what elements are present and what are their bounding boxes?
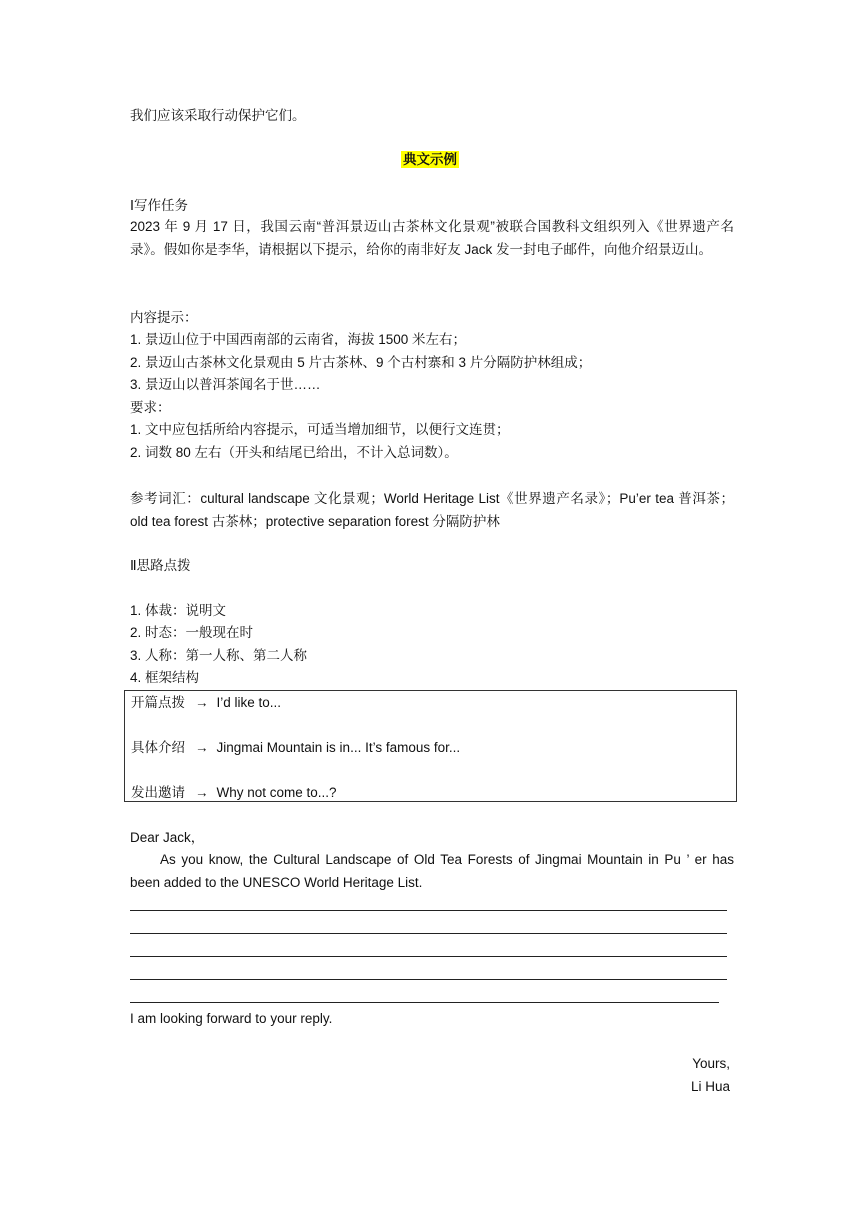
- letter-signoff: Yours,: [692, 1056, 730, 1071]
- guide-heading: Ⅱ思路点拨: [130, 558, 191, 573]
- guide-item: 4. 框架结构: [130, 670, 200, 685]
- requirements-heading: 要求：: [130, 400, 171, 415]
- framework-box: [124, 690, 737, 802]
- arrow-right-icon: →: [195, 695, 209, 710]
- hint-item: 2. 景迈山古茶林文化景观由 5 片古茶林、9 个古村寨和 3 片分隔防护林组成；: [130, 355, 592, 370]
- task-heading: Ⅰ写作任务: [130, 198, 188, 213]
- section-title: 典文示例: [403, 152, 457, 167]
- answer-line: [130, 1002, 719, 1003]
- task-paragraph: 2023 年 9 月 17 日，我国云南“普洱景迈山古茶林文化景观”被联合国教科文组织列入《世界遗产名录》。假如你是李华，请根据以下提示，给你的南非好友 Jack 发一封电子邮件，向他介绍景迈山。: [130, 219, 734, 257]
- section-title-wrap: [0, 150, 860, 170]
- letter-closing: I am looking forward to your reply.: [130, 1011, 333, 1026]
- answer-line: [130, 933, 727, 934]
- arrow-right-icon: →: [195, 785, 209, 800]
- guide-item: 1. 体裁：说明文: [130, 603, 227, 618]
- framework-text: I’d like to...: [216, 695, 282, 710]
- framework-text: Why not come to...?: [216, 785, 337, 800]
- framework-row: [131, 783, 337, 803]
- framework-text: Jingmai Mountain is in... It’s famous for...: [216, 740, 461, 755]
- hint-item: 3. 景迈山以普洱茶闻名于世……: [130, 377, 321, 392]
- hint-item: 1. 景迈山位于中国西南部的云南省，海拔 1500 米左右；: [130, 332, 467, 347]
- answer-line: [130, 910, 727, 911]
- vocab-paragraph: 参考词汇：cultural landscape 文化景观；World Heritage List《世界遗产名录》；Pu’er tea 普洱茶；old tea forest 古茶林；protective separation forest 分隔防护林: [130, 491, 734, 529]
- letter-greeting: Dear Jack，: [130, 830, 205, 845]
- framework-label: 发出邀请: [131, 785, 185, 800]
- guide-item: 3. 人称：第一人称、第二人称: [130, 648, 308, 663]
- answer-line: [130, 979, 727, 980]
- intro-line: 我们应该采取行动保护它们。: [130, 108, 306, 123]
- framework-row: [131, 738, 460, 758]
- hints-heading: 内容提示：: [130, 310, 198, 325]
- answer-line: [130, 956, 727, 957]
- framework-label: 开篇点拨: [131, 695, 185, 710]
- framework-row: [131, 693, 281, 713]
- letter-opening: As you know, the Cultural Landscape of Old Tea Forests of Jingmai Mountain in Pu ’ er has been added to the UNESCO World Heritage List.: [130, 852, 734, 890]
- requirement-item: 1. 文中应包括所给内容提示，可适当增加细节，以便行文连贯；: [130, 422, 510, 437]
- framework-label: 具体介绍: [131, 740, 185, 755]
- guide-item: 2. 时态：一般现在时: [130, 625, 254, 640]
- arrow-right-icon: →: [195, 740, 209, 755]
- letter-signature: Li Hua: [690, 1079, 730, 1094]
- requirement-item: 2. 词数 80 左右（开头和结尾已给出，不计入总词数）。: [130, 445, 458, 460]
